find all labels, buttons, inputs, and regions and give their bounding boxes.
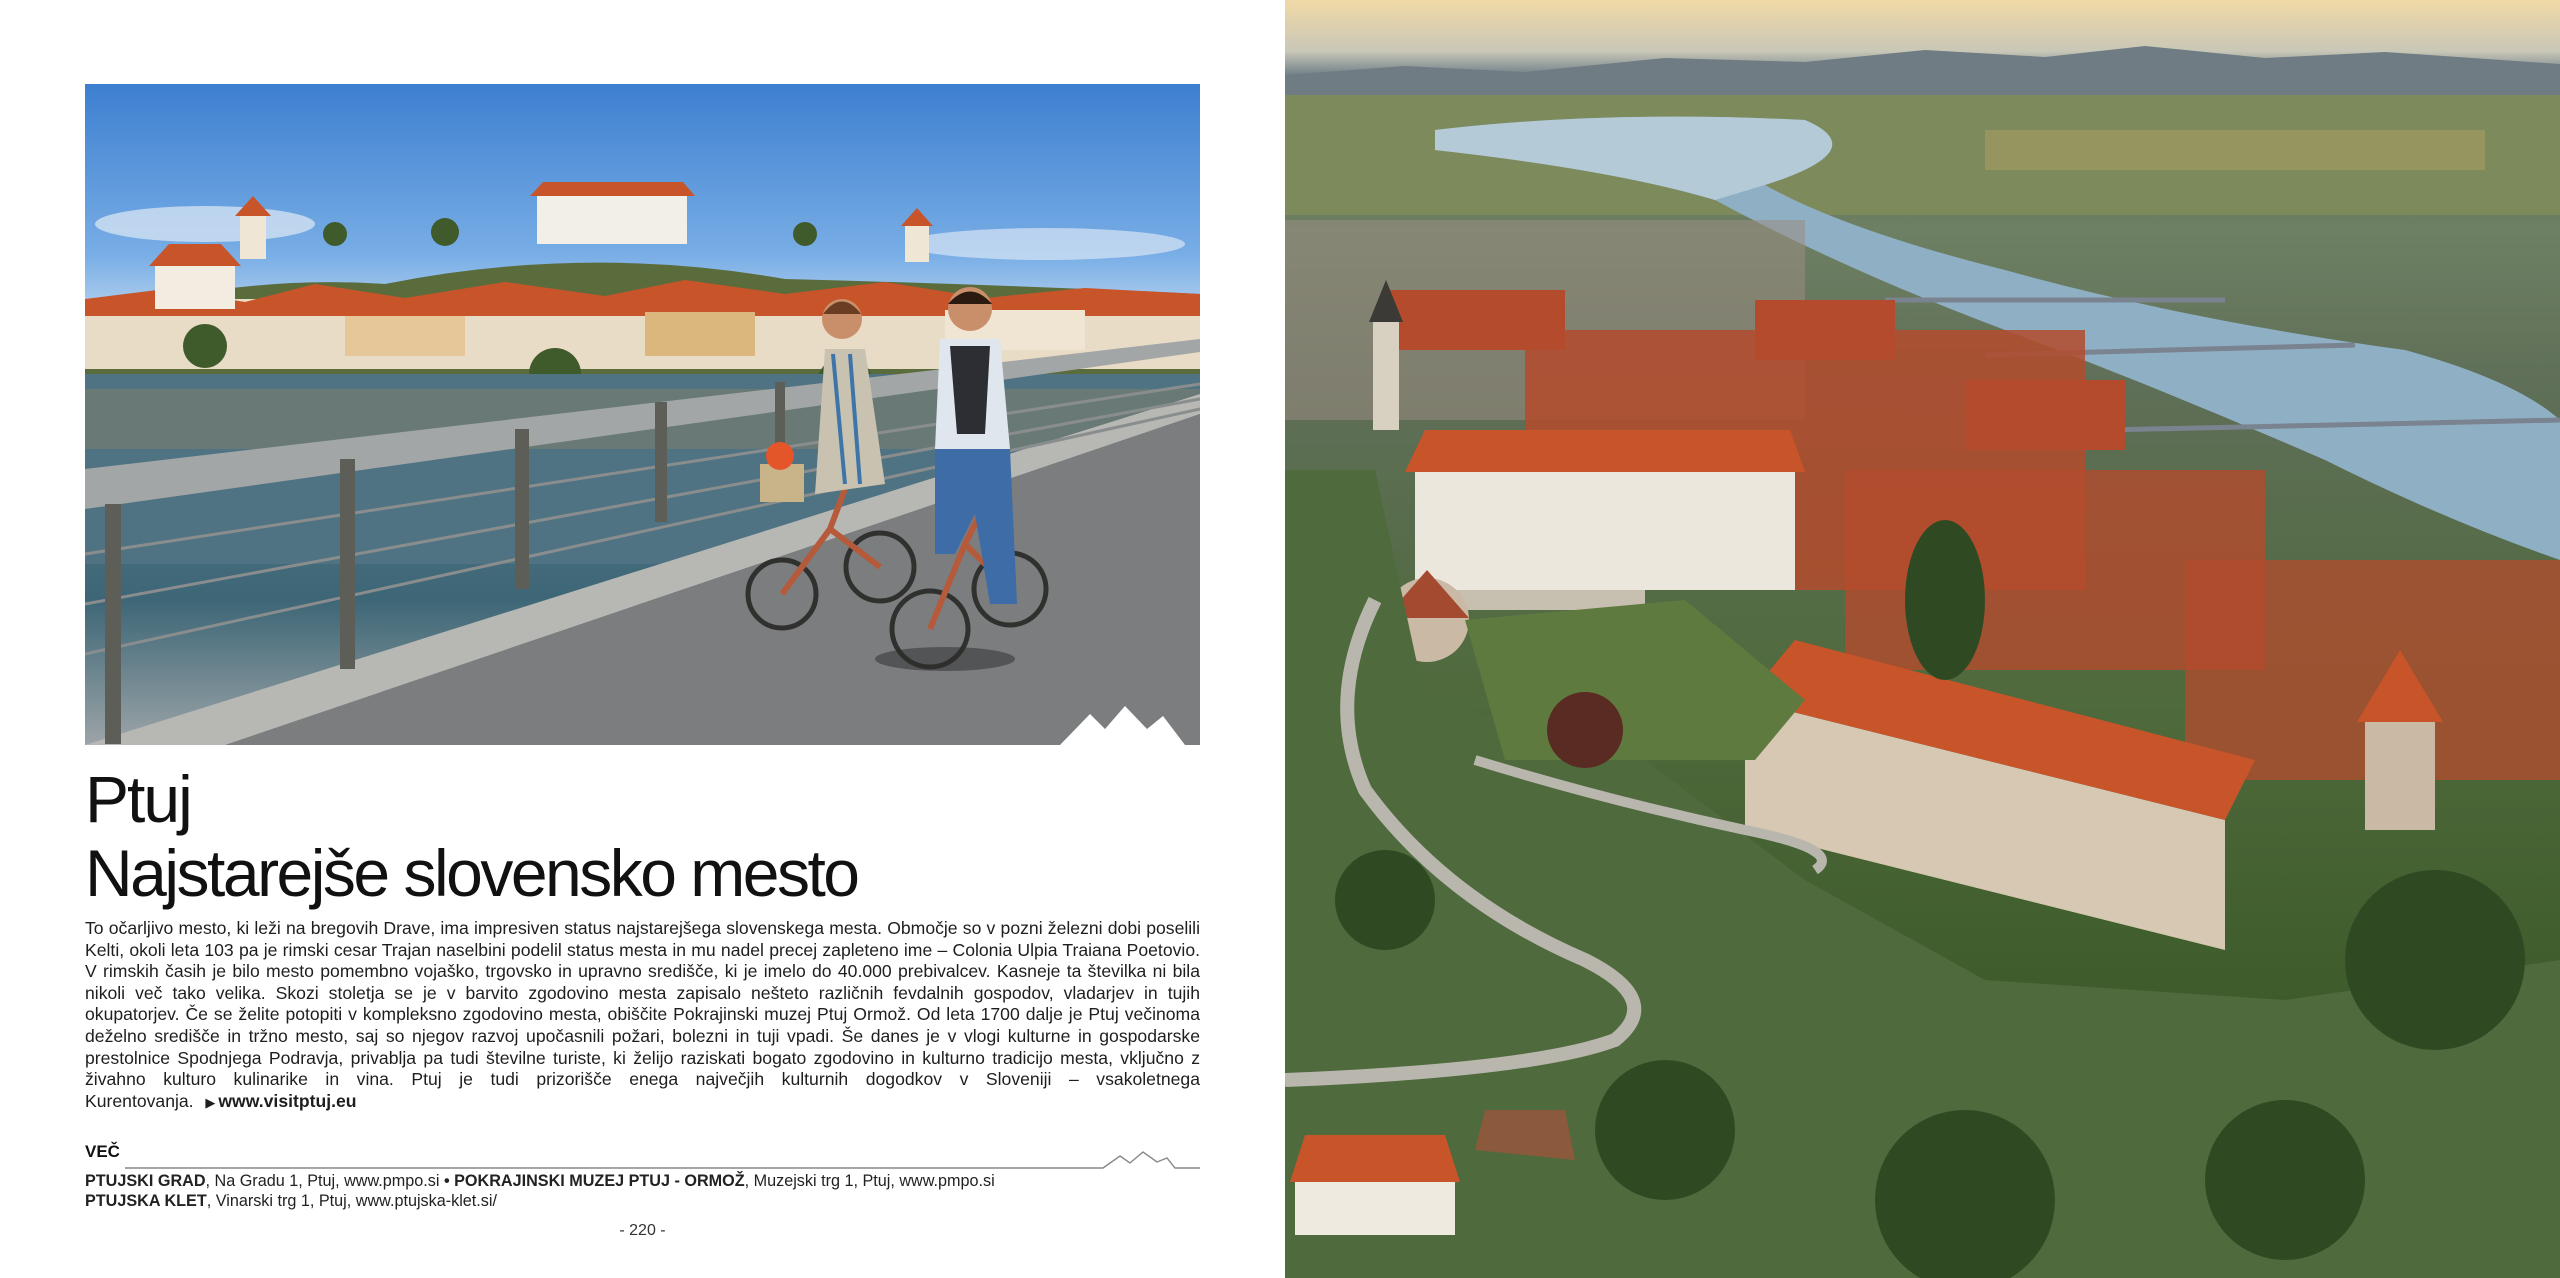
field-strip — [1985, 130, 2485, 170]
page-title: Ptuj — [85, 762, 191, 836]
more-divider — [85, 1148, 1200, 1172]
places-line-2 — [85, 1191, 1200, 1211]
town-houses — [85, 244, 1200, 369]
distant-mountains — [1285, 46, 2560, 95]
castle-building — [537, 194, 687, 244]
tower-roof — [235, 196, 271, 216]
page-number: - 220 - — [619, 1222, 666, 1239]
places-line-1 — [85, 1171, 1200, 1191]
article-body — [85, 918, 1200, 1113]
place-address: , Vinarski trg 1, Ptuj, www.ptujska-klet.si/ — [206, 1192, 497, 1210]
city-tower — [1373, 320, 1399, 430]
places-list — [85, 1171, 1200, 1211]
visitptuj-link[interactable]: www.visitptuj.eu — [218, 1090, 357, 1111]
castle-roof — [530, 182, 695, 196]
link-arrow-icon: ▶ — [205, 1094, 216, 1110]
place-name: PTUJSKA KLET — [85, 1192, 207, 1210]
cloud — [95, 206, 315, 242]
corner-tower — [2365, 720, 2435, 830]
place-address: , Na Gradu 1, Ptuj, www.pmpo.si — [205, 1172, 440, 1190]
photo-illustration — [85, 84, 1200, 745]
cloud — [905, 228, 1185, 260]
place-name: POKRAJINSKI MUZEJ PTUJ - ORMOŽ — [454, 1172, 745, 1190]
aerial-illustration — [1285, 0, 2560, 1278]
photo-cyclists-on-bridge — [85, 84, 1200, 745]
church-roof — [901, 208, 933, 226]
photo-aerial-ptuj — [1285, 0, 2560, 1278]
place-name: PTUJSKI GRAD — [85, 1172, 206, 1190]
article-text: To očarljivo mesto, ki leži na bregovih Drave, ima impresiven status najstarejšega slovenskega mesta. Območje so v pozni železni dobi poselili Kelti, okoli leta 103 pa je rimski cesar Trajan naselbini podelil status mesta in mu nadel precej zapleteno ime – Colonia Ulpia Traiana Poetovio. V rimskih časih je bilo mesto pomembno vojaško, trgovsko in upravno središče, ki je imelo do 40.000 prebivalcev. Kasneje ta številka ni bila nikoli več tako velika. Skozi stoletja se je v barvito zgodovino mesta zapisalo nešteto različnih fevdalnih gospodov, vladarjev in tujih okupatorjev. Če se želite potopiti v kompleksno zgodovino mesta, obiščite Pokrajinski muzej Ptuj Ormož. Od leta 1700 dalje je Ptuj večinoma deželno središče in tržno mesto, saj so njegov razvoj upočasnili požari, bolezni in tuji vpadi. Še danes je v vlogi kulturne in gospodarske prestolnice Spodnjega Podravja, privablja pa tudi številne turiste, ki želijo raziskati bogato zgodovino in kulturno tradicijo mesta, vključno z živahno kulturo kulinarike in vina. Ptuj je tudi prizorišče enega največjih kulturnih dogodkov v Sloveniji – vsakoletnega Kurentovanja. — [85, 918, 1200, 1111]
page-subtitle: Najstarejše slovensko mesto — [85, 836, 858, 910]
place-address: , Muzejski trg 1, Ptuj, www.pmpo.si — [744, 1172, 995, 1190]
church-tower — [905, 224, 929, 262]
more-label: VEČ — [85, 1142, 120, 1161]
ptuj-castle — [1385, 430, 1805, 610]
hill-meadow — [1465, 600, 1805, 760]
red-tree — [1547, 692, 1623, 768]
castle-tower — [240, 214, 266, 259]
place-separator: • — [439, 1172, 455, 1190]
bike-shadow — [875, 647, 1015, 671]
